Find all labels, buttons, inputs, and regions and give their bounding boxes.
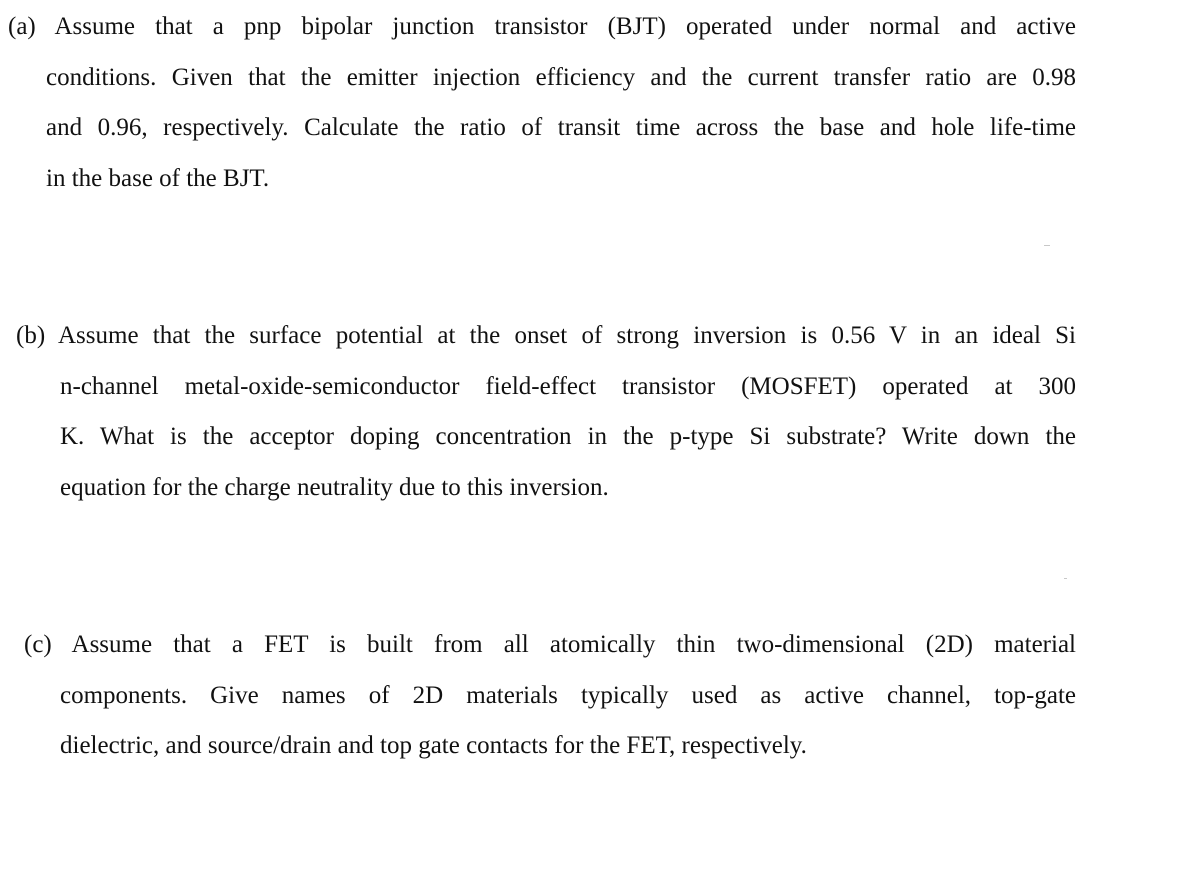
question-a-line-4: in the base of the BJT. xyxy=(46,164,270,192)
question-c xyxy=(24,620,1076,772)
scan-speck xyxy=(1044,245,1050,246)
question-c-line-3: dielectric, and source/drain and top gate contacts for the FET, respectively. xyxy=(60,732,807,759)
question-b-line-3: K. What is the acceptor doping concentration in the p-type Si substrate? Write down the xyxy=(60,423,1076,450)
question-a-line-2: conditions. Given that the emitter injection efficiency and the current transfer ratio are 0.98 xyxy=(46,63,1076,91)
question-b-line-2: n-channel metal-oxide-semiconductor field-effect transistor (MOSFET) operated at 300 xyxy=(60,372,1076,400)
question-c-line-2: components. Give names of 2D materials typically used as active channel, top-gate xyxy=(60,681,1076,709)
question-b-line-4: equation for the charge neutrality due to this inversion. xyxy=(60,473,609,501)
question-b-line-1: (b) Assume that the surface potential at the onset of strong inversion is 0.56 V in an ideal Si xyxy=(16,322,1076,349)
question-a xyxy=(8,2,1076,204)
question-c-line-1: (c) Assume that a FET is built from all atomically thin two-dimensional (2D) material xyxy=(24,631,1076,658)
question-c-body xyxy=(24,671,1076,772)
question-a-line-1: (a) Assume that a pnp bipolar junction transistor (BJT) operated under normal and active xyxy=(8,13,1076,40)
question-a-line-3: and 0.96, respectively. Calculate the ratio of transit time across the base and hole life-time xyxy=(46,114,1076,141)
scan-speck xyxy=(1064,578,1067,579)
question-b xyxy=(16,311,1076,513)
question-b-body xyxy=(16,362,1076,514)
question-a-body xyxy=(8,53,1076,205)
